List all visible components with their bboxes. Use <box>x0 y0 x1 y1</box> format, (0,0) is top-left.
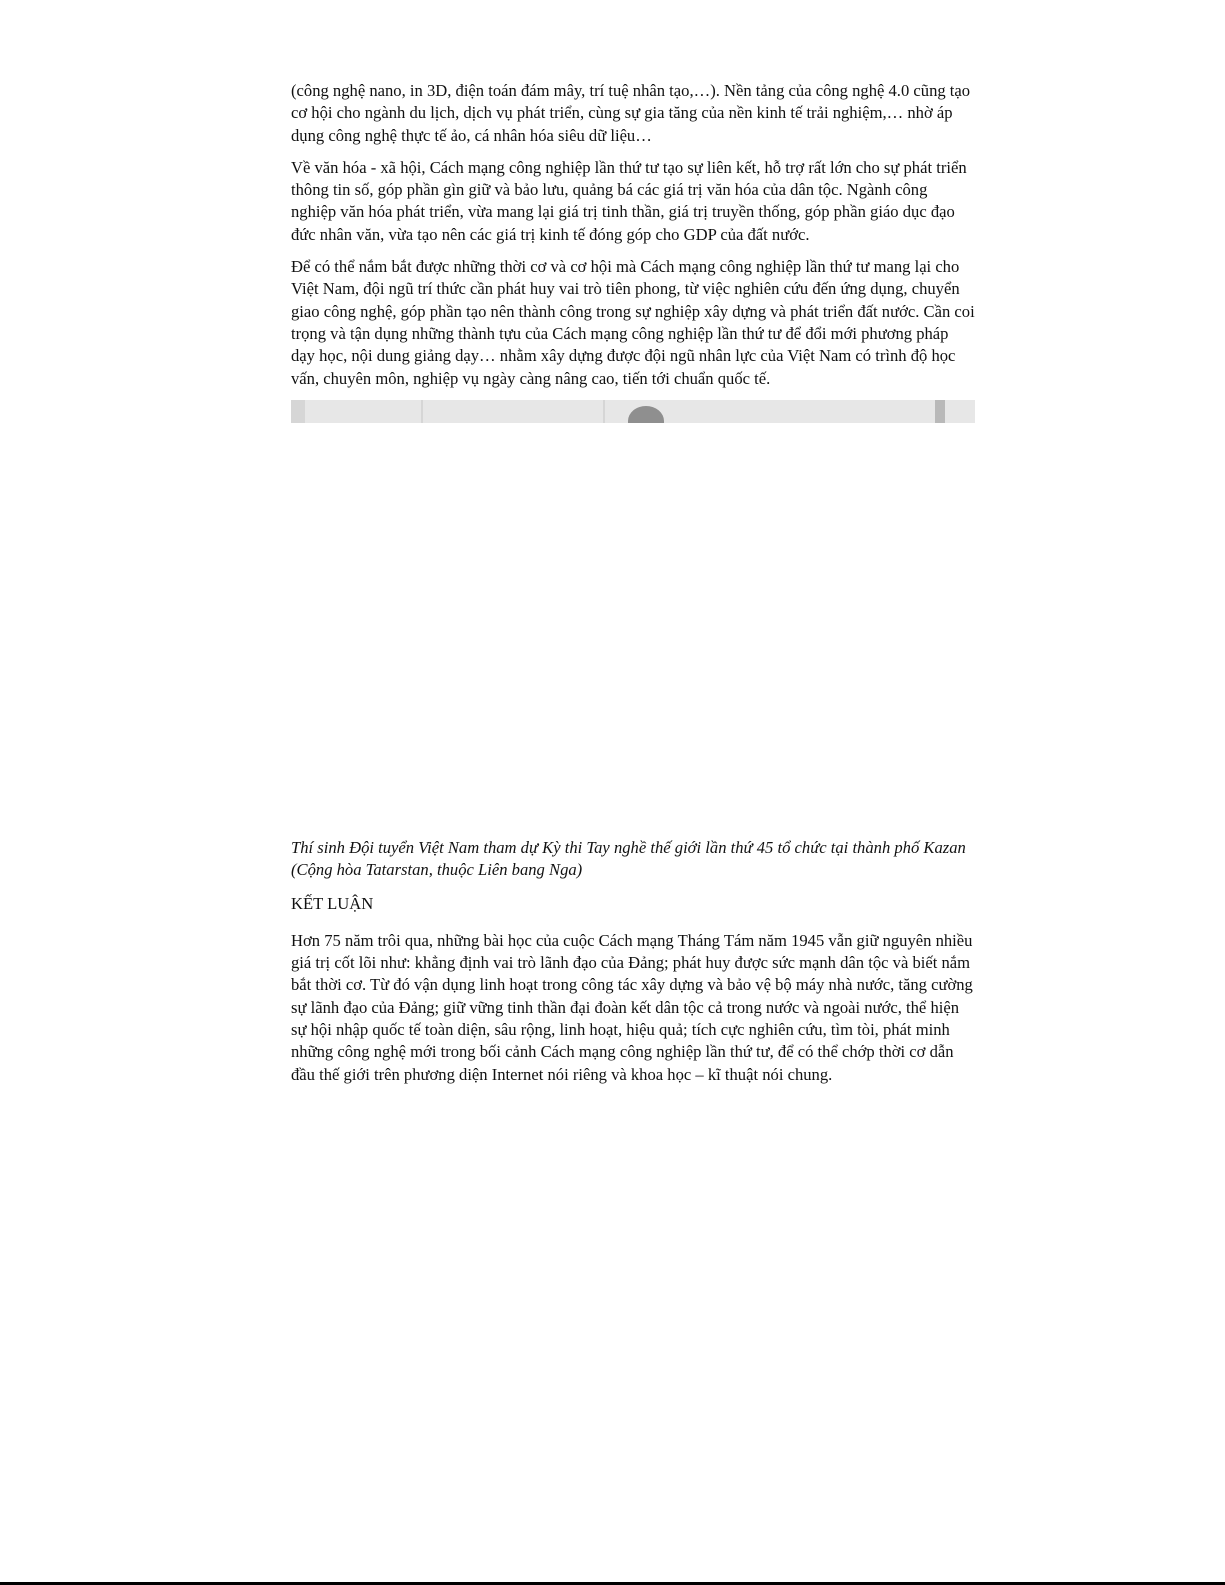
document-body <box>291 80 975 1096</box>
photo-edge-shade <box>291 400 305 423</box>
paragraph-technology: (công nghệ nano, in 3D, điện toán đám mây, trí tuệ nhân tạo,…). Nền tảng của công nghệ 4.0 cũng tạo cơ hội cho ngành du lịch, dịch vụ phát triển, cùng sự gia tăng của nền kinh tế trải nghiệm,… nhờ áp dụng công nghệ thực tế ảo, cá nhân hóa siêu dữ liệu… <box>291 81 971 145</box>
photo-person-head <box>628 406 664 423</box>
article-photo-strip <box>291 400 975 423</box>
photo-panel-line <box>421 400 423 423</box>
image-blank-area <box>291 423 975 837</box>
paragraph-culture-society: Về văn hóa - xã hội, Cách mạng công nghiệp lần thứ tư tạo sự liên kết, hỗ trợ rất lớn cho sự phát triển thông tin số, góp phần gìn giữ và bảo lưu, quảng bá các giá trị văn hóa của dân tộc. Ngành công nghiệp văn hóa phát triển, vừa mang lại giá trị tinh thần, giá trị truyền thống, góp phần giáo dục đạo đức nhân văn, vừa tạo nên các giá trị kinh tế đóng góp cho GDP của đất nước. <box>291 157 967 244</box>
paragraph-conclusion: Hơn 75 năm trôi qua, những bài học của cuộc Cách mạng Tháng Tám năm 1945 vẫn giữ nguyên nhiều giá trị cốt lõi như: khẳng định vai trò lãnh đạo của Đảng; phát huy được sức mạnh dân tộc và biết nắm bắt thời cơ. Từ đó vận dụng linh hoạt trong công tác xây dựng và bảo vệ bộ máy nhà nước, tăng cường sự lãnh đạo của Đảng; giữ vững tinh thần đại đoàn kết dân tộc cả trong nước và ngoài nước, thể hiện sự hội nhập quốc tế toàn diện, sâu rộng, linh hoạt, hiệu quả; tích cực nghiên cứu, tìm tòi, phát minh những công nghệ mới trong bối cảnh Cách mạng công nghiệp lần thứ tư, để có thể chớp thời cơ dẫn đầu thế giới trên phương diện Internet nói riêng và khoa học – kĩ thuật nói chung. <box>291 930 973 1084</box>
photo-caption: Thí sinh Đội tuyển Việt Nam tham dự Kỳ thi Tay nghề thế giới lần thứ 45 tổ chức tại thành phố Kazan (Cộng hòa Tatarstan, thuộc Liên bang Nga) <box>291 837 966 880</box>
section-heading: KẾT LUẬN <box>291 894 374 914</box>
photo-post <box>935 400 945 423</box>
paragraph-intellectuals: Để có thể nắm bắt được những thời cơ và cơ hội mà Cách mạng công nghiệp lần thứ tư mang lại cho Việt Nam, đội ngũ trí thức cần phát huy vai trò tiên phong, từ việc nghiên cứu đến ứng dụng, chuyển giao công nghệ, góp phần tạo nên thành công trong sự nghiệp xây dựng và phát triển đất nước. Cần coi trọng và tận dụng những thành tựu của Cách mạng công nghiệp lần thứ tư để đổi mới phương pháp dạy học, nội dung giảng dạy… nhằm xây dựng được đội ngũ nhân lực của Việt Nam có trình độ học vấn, chuyên môn, nghiệp vụ ngày càng nâng cao, tiến tới chuẩn quốc tế. <box>291 257 975 388</box>
photo-panel-line <box>603 400 605 423</box>
